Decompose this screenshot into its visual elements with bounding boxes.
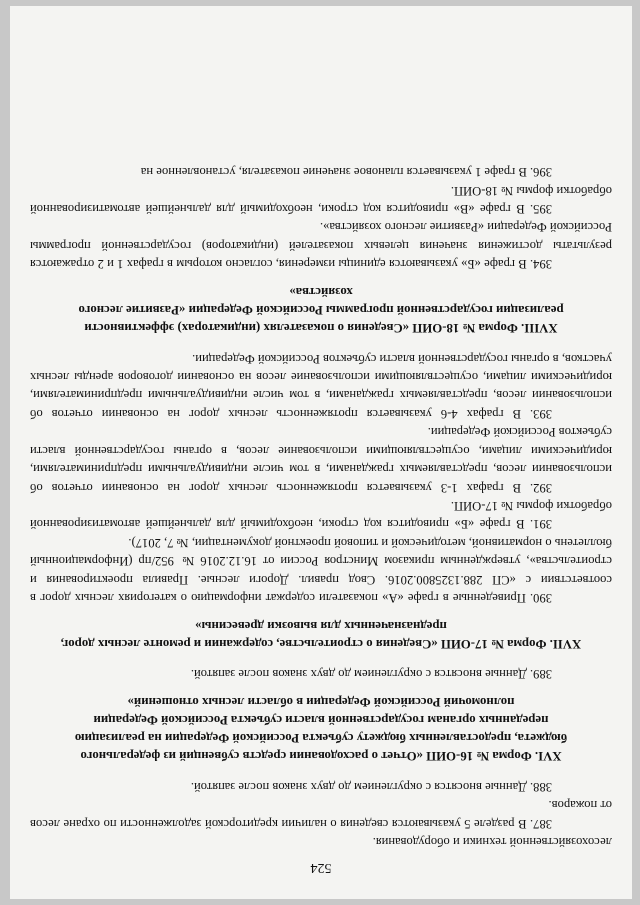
page-content-rotated — [10, 6, 632, 899]
paragraph: 392. В графах 1-3 указывается протяженность лесных дорог на основании отчетов об использовании лесов, представляемых гражданами, в том числе индивидуальными предпринимателями, юридическими лицами, осуществляющими использование лесов, в органы государственной власти субъектов Российской Федерации. — [30, 425, 612, 495]
paragraph: 395. В графе «В» приводится код строки, необходимый для дальнейшей автоматизированной обработки формы № 18-ОИП. — [30, 183, 612, 217]
section-heading: XVI. Форма № 16-ОИП «Отчет о расходовании средств субвенций из федерального бюджета, предоставленных бюджету субъекта Российской Федерации на реализацию переданных органам государственной власти субъекта Российской Федерации полномочий Российской Федерации в области лесных отношений» — [74, 695, 568, 764]
paragraph: 393. В графах 4-6 указывается протяженность лесных дорог на основании отчетов об использовании лесов, представляемых гражданами, в том числе индивидуальными предпринимателями, юридическими лицами, осуществляющими использование лесов на основании договоров аренды лесных участков, в органы государственной власти субъектов Российской Федерации. — [30, 351, 612, 421]
section-heading: XVII. Форма № 17-ОИП «Сведения о строительстве, содержании и ремонте лесных дорог, предназначенных для вывозки древесины» — [60, 618, 582, 651]
paragraph: 387. В разделе 5 указываются сведения о наличии кредиторской задолженности по охране лесов от пожаров. — [30, 798, 612, 831]
scanned-page — [10, 6, 632, 899]
page-number: 524 — [310, 860, 332, 875]
document-body — [30, 163, 612, 851]
paragraph: 391. В графе «Б» приводится код строки, необходимый для дальнейшей автоматизированной обработки формы № 17-ОИП. — [30, 498, 612, 532]
paragraph: 388. Данные вносятся с округлением до двух знаков после запятой. — [190, 779, 552, 794]
paragraph: 396. В графе 1 указывается плановое значение показателя, установленное на — [140, 165, 552, 180]
paragraph: лесохозяйственной техники и оборудования. — [372, 835, 612, 849]
paragraph: 394. В графе «Б» указываются единицы измерения, согласно которым в графах 1 и 2 отражаются результаты достижения значения целевых показателей (индикаторов) государственной программы Российской Федерации «Развитие лесного хозяйства». — [30, 220, 612, 272]
paragraph: 390. Приведенные в графе «А» показатели содержат информацию о категориях лесных дорог в соответствии с «СП 288.1325800.2016. Свод правил. Дороги лесные. Правила проектирования и строительства», утвержденным приказом Минстроя России от 16.12.2016 № 952/пр (Информационный бюллетень о нормативной, методической и типовой проектной документации, № 7, 2017). — [30, 535, 612, 605]
section-heading: XVIII. Форма № 18-ОИП «Сведения о показателях (индикаторах) эффективности реализации государственной программы Российской Федерации «Развитие лесного хозяйства» — [78, 285, 564, 336]
paragraph: 389. Данные вносятся с округлением до двух знаков после запятой. — [190, 667, 552, 682]
